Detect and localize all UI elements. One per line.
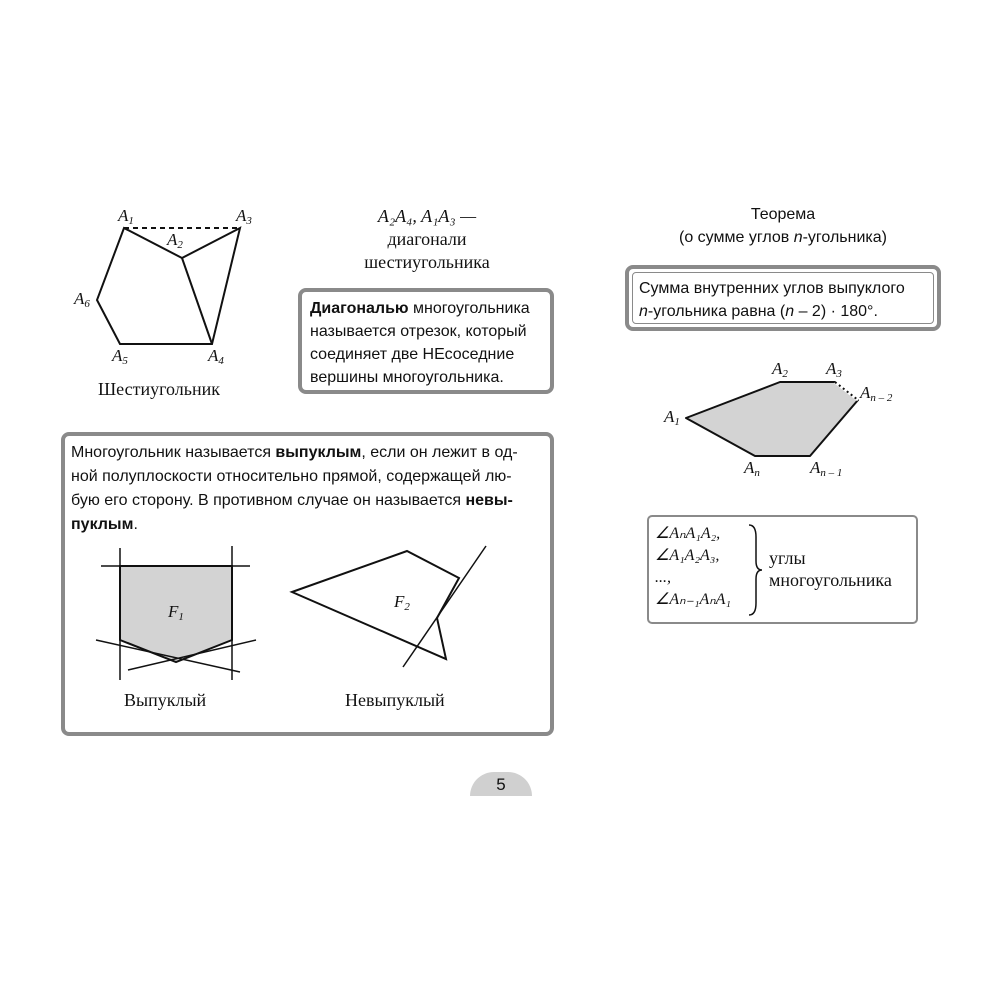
angles-label: углы многоугольника	[769, 548, 892, 590]
hexagon-caption: Шестиугольник	[98, 379, 220, 399]
label-hex-a1: $A_1$	[118, 206, 134, 227]
label-hex-a3: $A_3$	[236, 206, 252, 227]
convex-definition-text: Многоугольник называется выпуклым, если он лежит в од- ной полуплоскости относительно прямой, содержащей лю- бую его сторону. В противном случае он называется невы- пуклым.	[71, 444, 518, 533]
diagonal-definition-box: Диагональю многоугольника называется отрезок, который соединяет две НЕсоседние вершины многоугольника.	[298, 288, 554, 394]
theorem-title: Теорема	[750, 206, 816, 223]
label-ngon-an: $A_n$	[744, 458, 760, 479]
diagonal-term: Диагональю	[310, 300, 409, 317]
label-ngon-an2: $A_{n - 2}$	[860, 383, 893, 404]
label-hex-a4: $A_4$	[208, 346, 224, 367]
diagonals-note-line1: A₂A₄, A₁A₃ —	[377, 206, 477, 226]
label-f2: $F_2$	[394, 592, 410, 613]
nonconvex-shape	[292, 551, 459, 659]
angle-ellipsis: ...,	[655, 569, 671, 586]
label-ngon-a1: $A_1$	[664, 407, 680, 428]
label-ngon-a2: $A_2$	[772, 359, 788, 380]
angle-1: ∠AₙA₁A₂,	[655, 525, 721, 542]
angle-last: ∠Aₙ₋₁AₙA₁	[655, 591, 731, 608]
page-number: 5	[496, 775, 506, 794]
label-ngon-an1: $A_{n - 1}$	[810, 458, 843, 479]
label-f1: $F_1$	[168, 602, 184, 623]
nonconvex-caption: Невыпуклый	[345, 690, 445, 710]
angle-2: ∠A₁A₂A₃,	[655, 547, 720, 564]
theorem-subtitle: (о сумме углов n-угольника)	[679, 229, 887, 246]
label-hex-a5: $A_5$	[112, 346, 128, 367]
label-ngon-a3: $A_3$	[826, 359, 842, 380]
theorem-statement-box: Сумма внутренних углов выпуклого n-угольника равна (n – 2) · 180°.	[625, 265, 941, 331]
diagonals-note-line3: шестиугольника	[364, 252, 490, 272]
label-hex-a6: $A_6$	[74, 289, 90, 310]
label-hex-a2: $A_2$	[167, 230, 183, 251]
convex-caption: Выпуклый	[124, 690, 207, 710]
diagonals-note-line2: диагонали	[387, 229, 467, 249]
